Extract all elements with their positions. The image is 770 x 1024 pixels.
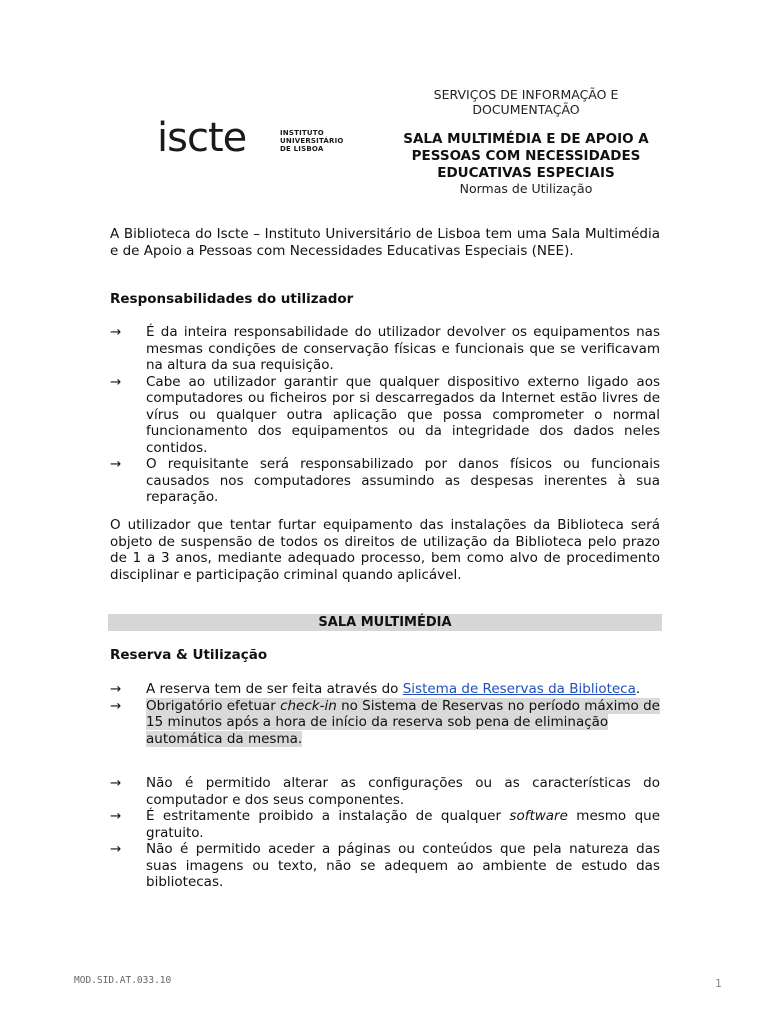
list-item: → O requisitante será responsabilizado por danos físicos ou funcionais causados nos computadores assumindo as despesas inerentes à sua reparação. [110, 456, 660, 505]
reserva-list [110, 681, 660, 747]
intro-paragraph: A Biblioteca do Iscte – Instituto Universitário de Lisboa tem uma Sala Multimédia e de Apoio a Pessoas com Necessidades Educativas Especiais (NEE). [110, 226, 660, 259]
section-heading-responsabilidades: Responsabilidades do utilizador [110, 291, 354, 307]
regras-list [110, 775, 660, 891]
list-item: → Não é permitido alterar as configurações ou as características do computador e dos seus componentes. [110, 775, 660, 808]
list-item: → É estritamente proibido a instalação de qualquer software mesmo que gratuito. [110, 808, 660, 841]
arrow-bullet-icon: → [110, 373, 122, 390]
arrow-bullet-icon: → [110, 456, 122, 472]
list-item: → É da inteira responsabilidade do utilizador devolver os equipamentos nas mesmas condições de conservação físicas e funcionais que se verificavam na altura da sua requisição. [110, 324, 660, 373]
arrow-bullet-icon: → [110, 697, 122, 714]
logo-institution-text: INSTITUTO UNIVERSITÁRIO DE LISBOA [280, 129, 344, 153]
reservas-system-link[interactable]: Sistema de Reservas da Biblioteca [402, 681, 636, 697]
document-code: MOD.SID.AT.033.10 [74, 975, 172, 986]
section-heading-reserva: Reserva & Utilização [110, 647, 268, 663]
list-item: → Não é permitido aceder a páginas ou conteúdos que pela natureza das suas imagens ou texto, não se adequem ao ambiente de estudo das bibliotecas. [110, 841, 660, 890]
responsabilidades-list [110, 324, 660, 506]
arrow-bullet-icon: → [110, 808, 122, 824]
page-number: 1 [715, 977, 722, 990]
document-title: SALA MULTIMÉDIA E DE APOIO A PESSOAS COM NECESSIDADES EDUCATIVAS ESPECIAIS [403, 131, 649, 181]
logo-wordmark: iscte [157, 115, 247, 161]
list-item [110, 698, 660, 748]
section-band-sala-multimedia: SALA MULTIMÉDIA [108, 614, 662, 631]
highlighted-text: Obrigatório efetuar check-in no Sistema de Reservas no período máximo de 15 minutos após a hora de início da reserva sob pena de eliminação automática da mesma. [146, 697, 660, 747]
arrow-bullet-icon: → [110, 841, 122, 857]
arrow-bullet-icon: → [110, 681, 122, 697]
list-item: → A reserva tem de ser feita através do Sistema de Reservas da Biblioteca. [110, 681, 641, 697]
arrow-bullet-icon: → [110, 775, 122, 791]
arrow-bullet-icon: → [110, 324, 122, 340]
department-header: SERVIÇOS DE INFORMAÇÃO E DOCUMENTAÇÃO [433, 87, 619, 117]
closing-paragraph: O utilizador que tentar furtar equipamento das instalações da Biblioteca será objeto de suspensão de todos os direitos de utilização da Biblioteca pelo prazo de 1 a 3 anos, mediante adequado processo, bem como alvo de procedimento disciplinar e participação criminal quando aplicável. [110, 517, 660, 583]
document-subtitle: Normas de Utilização [459, 181, 593, 196]
list-item: → Cabe ao utilizador garantir que qualquer dispositivo externo ligado aos computadores ou ficheiros por si descarregados da Internet estão livres de vírus ou qualquer outra aplicação que possa comprometer o normal funcionamento dos equipamentos ou da integridade dos dados neles contidos. [110, 373, 660, 456]
